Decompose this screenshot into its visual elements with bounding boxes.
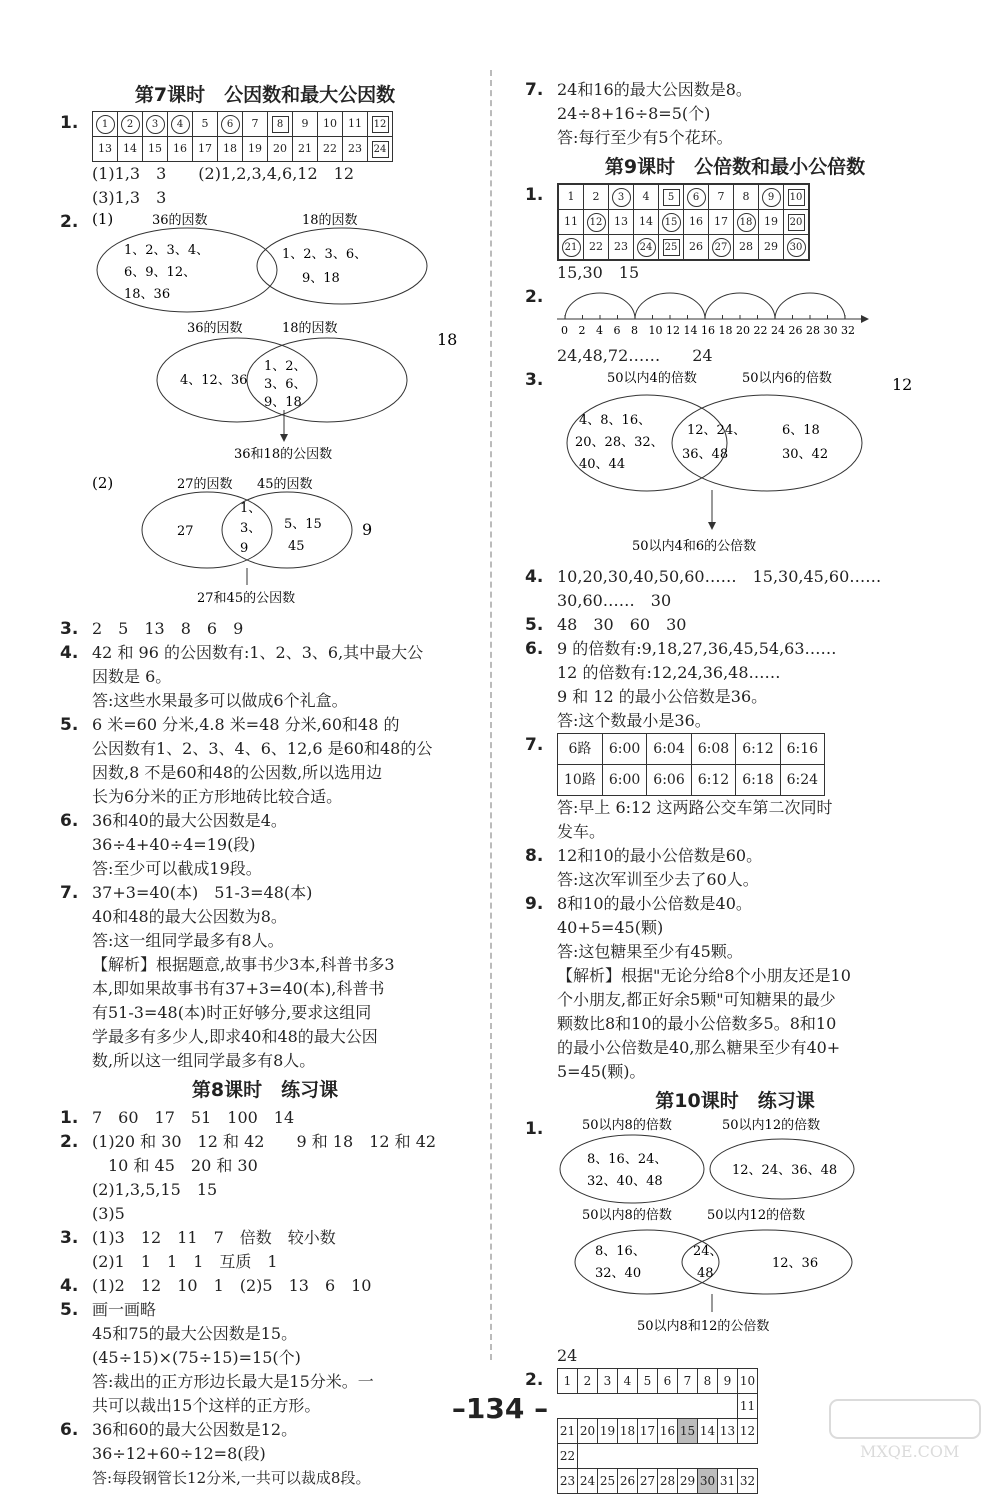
svg-text:45的因数: 45的因数 [257, 477, 313, 492]
svg-text:12: 12 [892, 375, 913, 394]
venn-multiples-4-6 [557, 368, 937, 558]
svg-text:50以内8的倍数: 50以内8的倍数 [582, 1208, 672, 1223]
bus-timetable [557, 733, 825, 796]
l9-q1: 1. 1 2 3 4 5 6 7 8 9 10 11 12 13 14 15 16 17 18 19 20 21 22 23 24 25 26 27 28 29 30 15,30 15 [525, 183, 945, 285]
l8-q6: 6. 36和60的最大公因数是12。 36÷12+60÷12=8(段) 答:每段钢管长12分米,一共可以裁成8段。 [60, 1420, 371, 1487]
lesson7-title: 第7课时 公因数和最大公因数 [134, 84, 396, 106]
grid-cell: 15 [659, 210, 684, 235]
svg-text:1、: 1、 [240, 501, 262, 516]
svg-text:50以内8和12的公倍数: 50以内8和12的公倍数 [637, 1319, 770, 1334]
tick-label: 24 [771, 324, 785, 337]
timetable-cell: 6:06 [647, 765, 691, 796]
grid-cell: 24 [634, 235, 659, 261]
strip-cell: 7 [678, 1369, 698, 1394]
grid-cell: 4 [634, 184, 659, 210]
grid-cell: 27 [709, 235, 734, 261]
svg-text:50以内4的倍数: 50以内4的倍数 [607, 371, 697, 386]
timetable-cell: 6路 [558, 734, 603, 765]
l9-q2: 2. 0 2 4 6 8 10 12 14 16 18 20 22 24 26 28 30 32 24,48,72…… 24 [525, 285, 945, 368]
timetable-cell: 6:12 [736, 734, 780, 765]
tick-label: 18 [718, 324, 733, 337]
strip-cell: 29 [678, 1469, 698, 1494]
svg-text:50以内8的倍数: 50以内8的倍数 [582, 1118, 672, 1133]
grid-cell: 26 [684, 235, 709, 261]
l9-q6: 6. 9 的倍数有:9,18,27,36,45,54,63…… 12 的倍数有:12,24,36,48…… 9 和 12 的最小公倍数是36。 答:这个数最小是36。 [525, 639, 837, 730]
svg-text:1、2、: 1、2、 [264, 359, 307, 374]
strip-cell: 26 [618, 1469, 638, 1494]
grid-cell: 2 [584, 184, 609, 210]
svg-text:4、8、16、: 4、8、16、 [579, 413, 652, 428]
svg-text:50以内12的倍数: 50以内12的倍数 [707, 1208, 806, 1223]
strip-cell: 20 [578, 1419, 598, 1444]
grid-cell: 12 [368, 112, 393, 137]
timetable-cell: 6:12 [691, 765, 735, 796]
lesson10-title: 第10课时 练习课 [655, 1090, 815, 1112]
grid-cell: 24 [368, 137, 393, 162]
grid-cell: 3 [609, 184, 634, 210]
svg-text:27和45的公因数: 27和45的公因数 [197, 591, 296, 606]
strip-cell: 10 [738, 1369, 758, 1394]
svg-text:50以内6的倍数: 50以内6的倍数 [742, 371, 832, 386]
svg-text:9、18: 9、18 [264, 395, 302, 410]
timetable-cell: 6:18 [736, 765, 780, 796]
grid-cell: 6 [684, 184, 709, 210]
lesson9-title: 第9课时 公倍数和最小公倍数 [604, 156, 866, 178]
tick-label: 4 [596, 324, 603, 337]
grid-cell: 25 [659, 235, 684, 261]
grid-cell: 22 [318, 137, 343, 162]
grid-cell: 17 [709, 210, 734, 235]
tick-label: 26 [788, 324, 803, 337]
svg-text:50以内12的倍数: 50以内12的倍数 [722, 1118, 821, 1133]
strip-cell: 6 [658, 1369, 678, 1394]
l9-q7: 7. 6路 6:00 6:04 6:08 6:12 6:16 10路 6:00 6:06 6:12 6:18 6:24 答:早上 6:12 这两路公交车第二次同时 发车。 [525, 735, 833, 841]
timetable-cell: 6:16 [780, 734, 824, 765]
svg-text:18的因数: 18的因数 [282, 321, 338, 336]
grid-cell: 4 [168, 112, 193, 137]
timetable-cell: 6:24 [780, 765, 824, 796]
l8-q1: 1. 7 60 17 51 100 14 [60, 1108, 295, 1128]
svg-text:45: 45 [288, 539, 305, 554]
grid-cell: 5 [193, 112, 218, 137]
svg-text:6、9、12、: 6、9、12、 [124, 265, 197, 280]
timetable-cell: 10路 [558, 765, 603, 796]
tick-label: 20 [736, 324, 750, 337]
grid-cell: 2 [118, 112, 143, 137]
strip-cell: 32 [738, 1469, 758, 1494]
timetable-cell: 6:00 [602, 765, 646, 796]
svg-text:4、12、36: 4、12、36 [180, 373, 248, 388]
column-divider [490, 70, 492, 1360]
strip-cell: 24 [578, 1469, 598, 1494]
l9-q5: 5. 48 30 60 30 [525, 615, 687, 635]
spiral-number-strip [557, 1368, 758, 1494]
grid-cell: 1 [558, 184, 584, 210]
grid-cell: 13 [93, 137, 118, 162]
strip-cell: 25 [598, 1469, 618, 1494]
r-q7: 7. 24和16的最大公因数是8。 24÷8+16÷8=5(个) 答:每行至少有5个花环。 [525, 80, 752, 147]
grid-cell: 28 [734, 235, 759, 261]
grid-cell: 23 [609, 235, 634, 261]
strip-cell: 30 [698, 1469, 718, 1494]
grid-cell: 3 [143, 112, 168, 137]
grid-cell: 6 [218, 112, 243, 137]
svg-text:1、2、3、4、: 1、2、3、4、 [124, 243, 210, 258]
grid-cell: 19 [759, 210, 784, 235]
page-number: –134 – [451, 1392, 549, 1425]
strip-cell: 17 [638, 1419, 658, 1444]
svg-text:MXQE.COM: MXQE.COM [860, 1442, 960, 1461]
l9-q3: 3. 50以内4的倍数 50以内6的倍数 12 4、8、16、 20、28、32、 40、44 12、24、 36、48 6、18 30、42 50以内4和6的公倍数 [525, 368, 945, 565]
svg-text:6、18: 6、18 [782, 423, 820, 438]
svg-text:3、: 3、 [240, 521, 262, 536]
lesson8-title: 第8课时 练习课 [191, 1079, 339, 1101]
svg-text:1、2、3、6、: 1、2、3、6、 [282, 247, 368, 262]
grid-cell: 16 [684, 210, 709, 235]
svg-text:36、48: 36、48 [682, 447, 729, 462]
grid-cell: 10 [318, 112, 343, 137]
q7: 7. 37+3=40(本) 51-3=48(本) 40和48的最大公因数为8。 答:这一组同学最多有8人。 【解析】根据题意,故事书少3本,科普书多3 本,即如果故事书有37+3=40(本),科普书 有51-3=48(本)时正好够分,要求这组同 学最多有多少人,即求40和48的最大公因 数,所以这一组同学最多有8人。 [60, 883, 395, 1070]
grid-cell: 21 [293, 137, 318, 162]
svg-text:48: 48 [697, 1266, 714, 1281]
l9-q8: 8. 12和10的最小公倍数是60。 答:这次军训至少去了60人。 [525, 846, 763, 889]
number-line [557, 285, 877, 337]
svg-text:27: 27 [177, 524, 194, 539]
tick-label: 32 [841, 324, 855, 337]
strip-cell: 31 [718, 1469, 738, 1494]
svg-text:9: 9 [362, 520, 373, 539]
grid-cell: 18 [218, 137, 243, 162]
svg-text:8、16、: 8、16、 [595, 1244, 646, 1259]
timetable-cell: 6:00 [602, 734, 646, 765]
svg-text:9: 9 [240, 541, 249, 556]
venn-group-factors [92, 210, 472, 610]
tick-label: 10 [648, 324, 663, 337]
svg-text:32、40、48: 32、40、48 [587, 1174, 663, 1189]
strip-cell: 13 [718, 1419, 738, 1444]
strip-cell: 3 [598, 1369, 618, 1394]
timetable-cell: 6:04 [647, 734, 691, 765]
svg-text:24、: 24、 [693, 1244, 723, 1259]
grid-cell: 11 [558, 210, 584, 235]
svg-text:3、6、: 3、6、 [264, 377, 307, 392]
tick-label: 6 [613, 324, 621, 337]
grid-cell: 20 [268, 137, 293, 162]
q4: 4. 42 和 96 的公因数有:1、2、3、6,其中最大公 因数是 6。 答:这些水果最多可以做成6个礼盒。 [60, 643, 424, 710]
grid-cell: 8 [268, 112, 293, 137]
strip-cell: 4 [618, 1369, 638, 1394]
svg-text:12、24、36、48: 12、24、36、48 [732, 1163, 838, 1178]
grid-cell: 17 [193, 137, 218, 162]
svg-text:(2): (2) [92, 474, 114, 492]
strip-cell: 18 [618, 1419, 638, 1444]
svg-text:30、42: 30、42 [782, 447, 829, 462]
tick-label: 0 [561, 324, 568, 337]
l8-q5: 5. 画一画略 45和75的最大公因数是15。 (45÷15)×(75÷15)=15(个) 答:裁出的正方形边长最大是15分米。一 共可以裁出15个这样的正方形。 [60, 1300, 374, 1415]
svg-text:5、15: 5、15 [284, 517, 322, 532]
strip-cell: 15 [678, 1419, 698, 1444]
l8-q3: 3. (1)3 12 11 7 倍数 较小数 (2)1 1 1 1 互质 1 [60, 1228, 336, 1271]
strip-cell: 5 [638, 1369, 658, 1394]
grid-cell: 29 [759, 235, 784, 261]
q5: 5. 6 米=60 分米,4.8 米=48 分米,60和48 的 公因数有1、2、3、4、6、12,6 是60和48的公 因数,8 不是60和48的公因数,所以选用边 长为6分米的正方形地砖比较合适。 [60, 715, 433, 806]
svg-text:36的因数: 36的因数 [152, 213, 208, 228]
svg-text:20、28、32、: 20、28、32、 [575, 435, 664, 450]
grid-cell: 16 [168, 137, 193, 162]
watermark-logo [820, 1395, 990, 1465]
tick-label: 8 [631, 324, 638, 337]
strip-cell: 19 [598, 1419, 618, 1444]
grid-cell: 20 [784, 210, 810, 235]
grid-cell: 8 [734, 184, 759, 210]
strip-cell: 11 [738, 1394, 758, 1419]
l9-q9: 9. 8和10的最小公倍数是40。 40+5=45(颗) 答:这包糖果至少有45颗。 【解析】根据"无论分给8个小朋友还是10 个小朋友,都正好余5颗"可知糖果的最少 颗数比8和10的最小公倍数多5。8和10 的最小公倍数是40,那么糖果至少有40+ 5=45(颗)。 [525, 894, 851, 1081]
svg-text:36和18的公因数: 36和18的公因数 [234, 447, 333, 462]
grid-cell: 11 [343, 112, 368, 137]
grid-cell: 1 [93, 112, 118, 137]
venn-multiples-8-12 [557, 1117, 867, 1337]
q2: 2. (1) 36的因数 18的因数 1、2、3、4、 6、9、12、 18、36 1、2、3、6、 9、18 36的因数 18的因数 18 4、12、36 1、2、 3、6、 9、18 36和18的公因数 (2) 27的因数 45的因数 27 1、 3、 9 5、15 45 9 27和45的公因数 [60, 210, 470, 617]
tick-label: 30 [823, 324, 838, 337]
svg-text:50以内4和6的公倍数: 50以内4和6的公倍数 [632, 539, 757, 554]
grid-cell: 7 [709, 184, 734, 210]
grid-cell: 23 [343, 137, 368, 162]
l8-q2: 2. (1)20 和 30 12 和 42 9 和 18 12 和 42 10 和 45 20 和 30 (2)1,3,5,15 15 (3)5 [60, 1132, 437, 1223]
left-column [60, 78, 470, 1490]
grid-cell: 30 [784, 235, 810, 261]
grid-cell: 19 [243, 137, 268, 162]
grid-cell: 13 [609, 210, 634, 235]
grid-cell: 18 [734, 210, 759, 235]
grid-cell: 9 [293, 112, 318, 137]
strip-cell: 28 [658, 1469, 678, 1494]
svg-text:32、40: 32、40 [595, 1266, 642, 1281]
strip-cell: 21 [558, 1419, 578, 1444]
grid-cell: 14 [634, 210, 659, 235]
venn-18-circle [257, 228, 427, 304]
grid-cell: 21 [558, 235, 584, 261]
l10-q2: 2. 1 2 3 4 5 6 7 8 9 10 11 21 20 19 18 17 16 15 14 13 12 22 23 24 25 26 27 28 29 30 31 32 [525, 1368, 945, 1494]
svg-text:18的因数: 18的因数 [302, 213, 358, 228]
tick-label: 22 [753, 324, 768, 337]
timetable-cell: 6:08 [691, 734, 735, 765]
right-column [525, 78, 945, 1494]
svg-text:40、44: 40、44 [579, 457, 626, 472]
strip-cell: 2 [578, 1369, 598, 1394]
multiple-grid [557, 183, 810, 261]
svg-text:36的因数: 36的因数 [187, 321, 243, 336]
grid-cell: 22 [584, 235, 609, 261]
q6: 6. 36和40的最大公因数是4。 36÷4+40÷4=19(段) 答:至少可以截成19段。 [60, 811, 287, 878]
l10-q1: 1. 50以内8的倍数 50以内12的倍数 8、16、24、 32、40、48 12、24、36、48 50以内8的倍数 50以内12的倍数 8、16、 32、40 24、 48 12、36 50以内8和12的公倍数 24 [525, 1117, 945, 1368]
strip-cell: 23 [558, 1469, 578, 1494]
svg-text:12、36: 12、36 [772, 1256, 819, 1271]
strip-cell: 12 [738, 1419, 758, 1444]
grid-cell: 14 [118, 137, 143, 162]
strip-cell: 14 [698, 1419, 718, 1444]
strip-cell: 9 [718, 1369, 738, 1394]
grid-cell: 10 [784, 184, 810, 210]
strip-cell: 27 [638, 1469, 658, 1494]
grid-cell: 5 [659, 184, 684, 210]
strip-cell: 8 [698, 1369, 718, 1394]
svg-text:12、24、: 12、24、 [687, 423, 747, 438]
svg-text:27的因数: 27的因数 [177, 477, 233, 492]
strip-cell: 22 [558, 1444, 578, 1469]
tick-label: 14 [683, 324, 698, 337]
tick-label: 12 [666, 324, 680, 337]
tick-label: 28 [806, 324, 820, 337]
grid-cell: 12 [584, 210, 609, 235]
grid-cell: 9 [759, 184, 784, 210]
tick-label: 2 [578, 324, 586, 337]
tick-label: 16 [701, 324, 715, 337]
svg-text:9、18: 9、18 [302, 271, 340, 286]
grid-cell: 15 [143, 137, 168, 162]
factor-grid [92, 111, 393, 162]
l8-q4: 4. (1)2 12 10 1 (2)5 13 6 10 [60, 1276, 372, 1296]
l9-q4: 4. 10,20,30,40,50,60…… 15,30,45,60…… 30,60…… 30 [525, 567, 882, 610]
svg-text:18: 18 [437, 330, 458, 349]
svg-text:8、16、24、: 8、16、24、 [587, 1152, 668, 1167]
strip-cell: 16 [658, 1419, 678, 1444]
svg-text:(1): (1) [92, 210, 114, 228]
q3: 3. 2 5 13 8 6 9 [60, 619, 244, 639]
q1: 1. 1 2 3 4 5 6 7 8 9 10 11 12 13 14 15 16 17 18 19 20 21 22 23 24 (1)1,3 3 (2)1,2,3,4,6,12 12 (3)1,3 3 [60, 111, 470, 210]
strip-cell: 1 [558, 1369, 578, 1394]
grid-cell: 7 [243, 112, 268, 137]
svg-text:18、36: 18、36 [124, 287, 171, 302]
